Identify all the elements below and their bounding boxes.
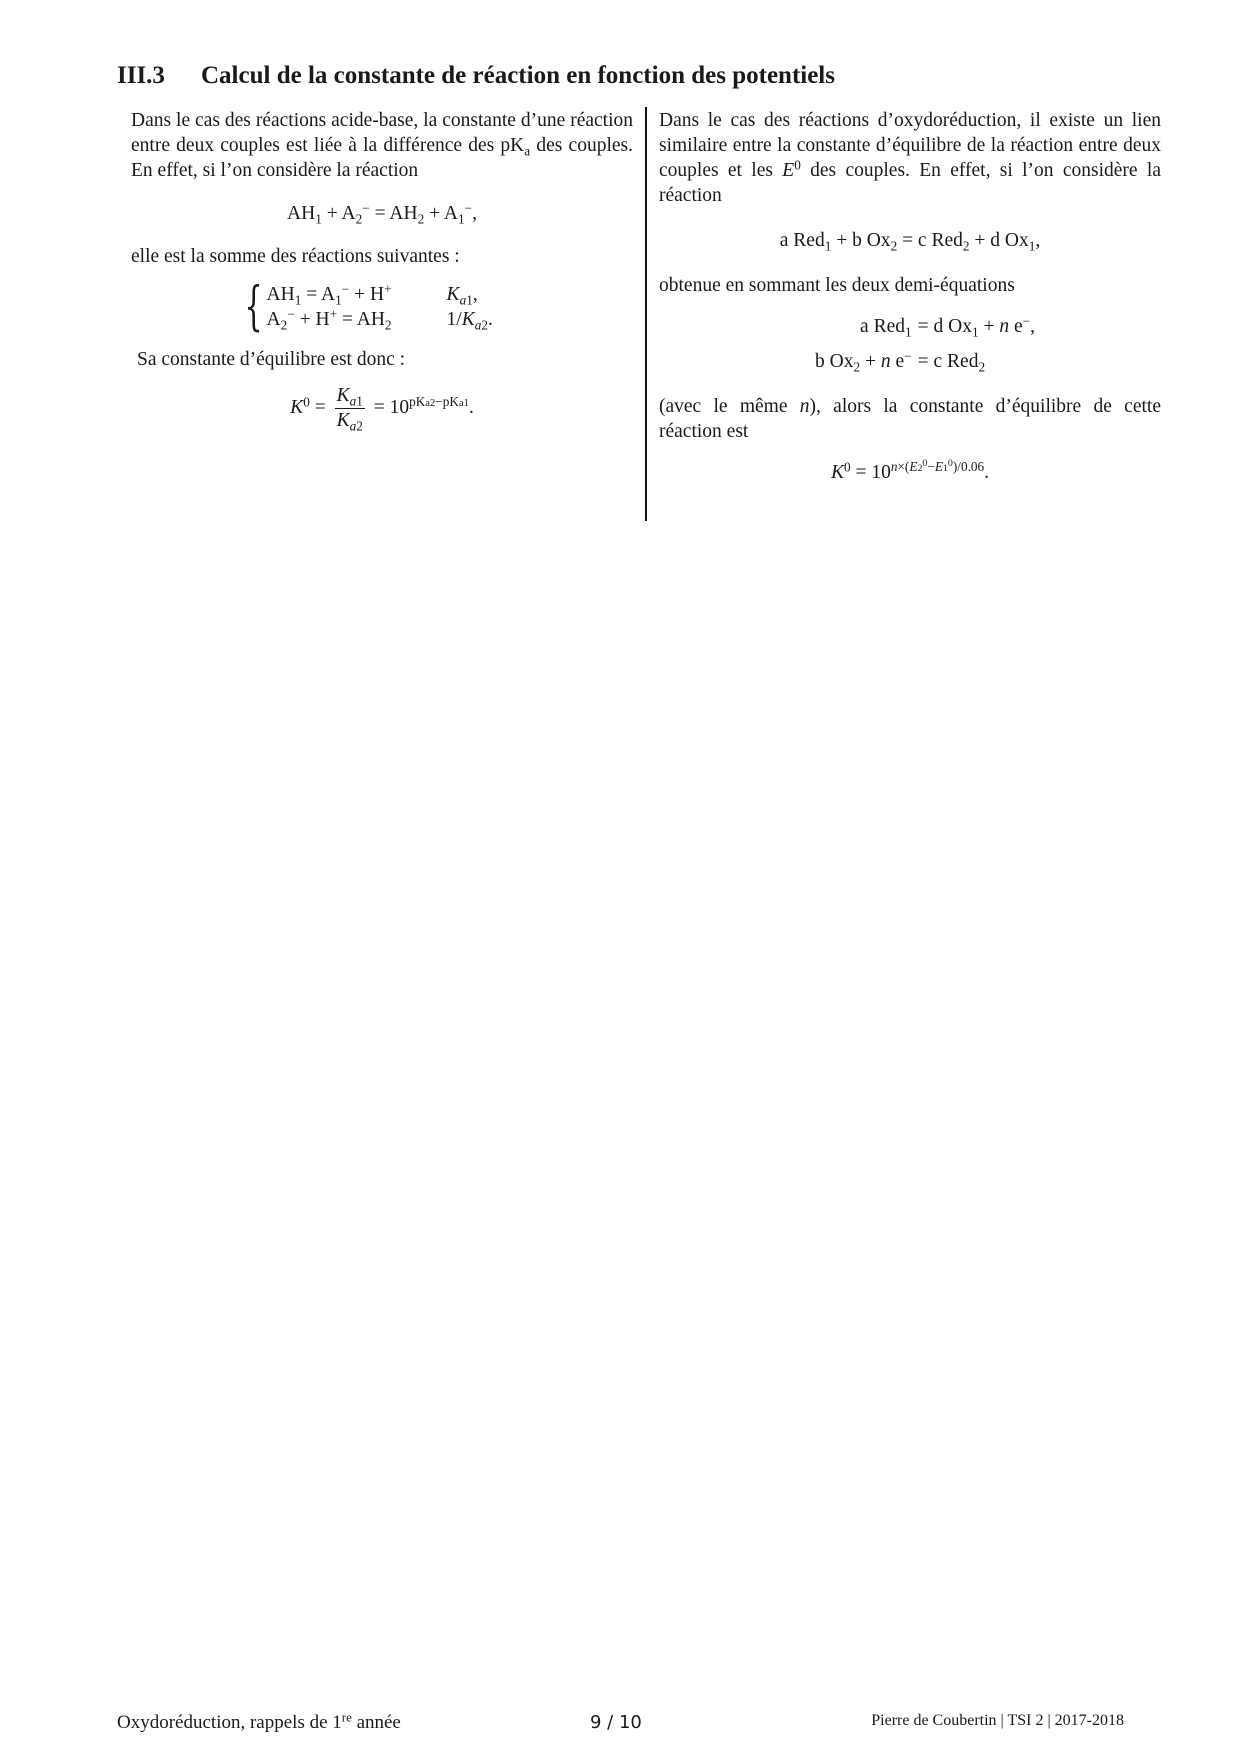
half-equations: a Red$_1$ = d $Ox_1 + n$ e−, b $Ox_2 + n$ e− = c Red$_2$ [815,313,1035,375]
acid-base-system [131,277,633,337]
column-divider [645,107,647,521]
system-row: $AH_1 = A_1^- + H^+$ $K_{a1}$, [266,281,478,308]
acid-base-constant-equation: $K^0$ = $\frac{K_{a1}}{K_{a2}}$ = $10^{pKa2-pKa1}$. [290,385,474,434]
acid-base-column [131,108,633,451]
section-heading [117,62,835,90]
page-number: 9 / 10 [590,1712,642,1733]
section-number: III.3 [117,62,165,89]
acid-base-intro: Dans le cas des réactions acide-base, la constante d’une réaction entre deux couples est liée à la différence des $pK_a$ des couples. En effet, si l’on considère la réaction [131,110,633,181]
acid-base-reaction-equation: $AH_1 + A_2^- = AH_2 + A_1^-$, [287,200,477,227]
constant-text: Sa constante d’équilibre est donc : [137,349,406,370]
same-n-text: (avec le même n), alors la constante d’équilibre de cette réaction est [659,396,1161,442]
footer-course-title: Oxydoréduction, rappels de 1re année [117,1709,401,1733]
obtained-text: obtenue en sommant les deux demi-équations [659,275,1015,296]
redox-constant-equation: $K^0 = 10^{n\times(E2^0-E1^0)/0.06}$. [830,458,990,483]
section-title: Calcul de la constante de réaction en fonction des potentiels [201,62,835,89]
system-row: $A_2^- + H^+ = AH_2$ $1/K_{a2}$. [266,306,493,333]
redox-reaction-equation: a Red$_1$ + b $Ox_2 = c$ Red$_2$ + d $Ox_1$, [779,230,1041,254]
footer-school: Pierre de Coubertin | TSI 2 | 2017-2018 [871,1712,1124,1729]
redox-column [659,108,1161,503]
redox-intro: Dans le cas des réactions d’oxydoréduction, il existe un lien similaire entre la constante d’équilibre de la réaction entre deux couples et les $E^0$ des couples. En effet, si l’on considère la réaction [659,110,1161,206]
brace-symbol: { [244,277,264,337]
sum-of-reactions-text: elle est la somme des réactions suivantes : [131,246,460,267]
